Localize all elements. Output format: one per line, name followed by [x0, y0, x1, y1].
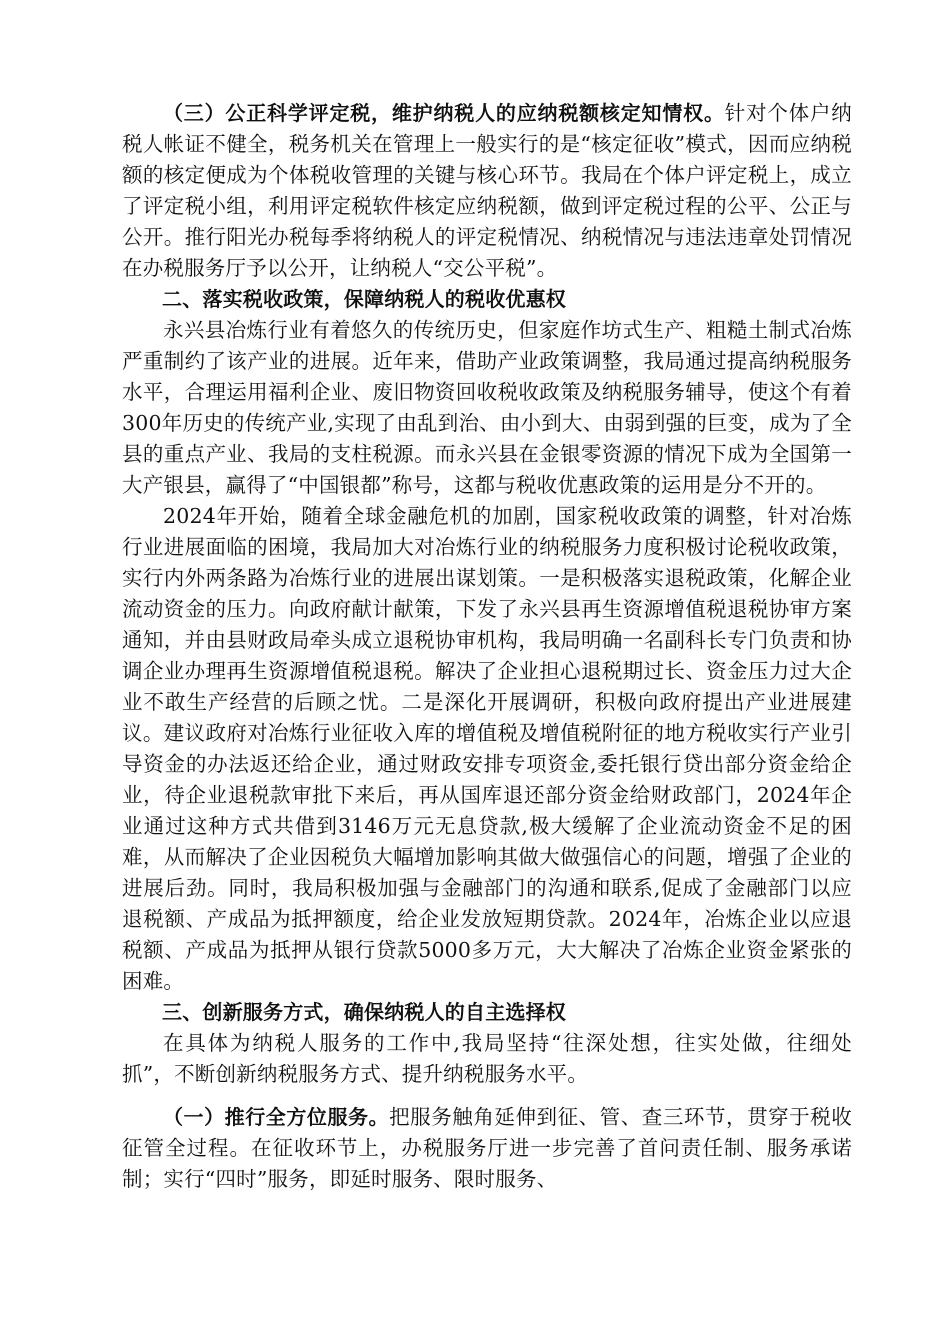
paragraph-2: 永兴县冶炼行业有着悠久的传统历史，但家庭作坊式生产、粗糙土制式冶炼严重制约了该产业的进展。近年来，借助产业政策调整，我局通过提高纳税服务水平，合理运用福利企业、废旧物资回收税收政策及纳税服务辅导，使这个有着300年历史的传统产业,实现了由乱到治、由小到大、由弱到强的巨变，成为了全县的重点产业、我局的支柱税源。而永兴县在金银零资源的情况下成为全国第一大产银县，赢得了“中国银都”称号，这都与税收优惠政策的运用是分不开的。	[122, 318, 852, 497]
paragraph-4: 在具体为纳税人服务的工作中,我局坚持“往深处想，往实处做，往细处抓”，不断创新纳税服务方式、提升纳税服务水平。	[122, 1031, 852, 1086]
paragraph-1	[122, 98, 852, 284]
paragraph-3: 2024年开始，随着全球金融危机的加剧，国家税收政策的调整，针对冶炼行业进展面临的困境，我局加大对冶炼行业的纳税服务力度积极讨论税收政策，实行内外两条路为冶炼行业的进展出谋划策。一是积极落实退税政策，化解企业流动资金的压力。向政府献计献策，下发了永兴县再生资源增值税退税协审方案通知，并由县财政局牵头成立退税协审机构，我局明确一名副科长专门负责和协调企业办理再生资源增值税退税。解决了企业担心退税期过长、资金压力过大企业不敢生产经营的后顾之忧。二是深化开展调研，积极向政府提出产业进展建议。建议政府对冶炼行业征收入库的增值税及增值税附征的地方税收实行产业引导资金的办法返还给企业，通过财政安排专项资金,委托银行贷出部分资金给企业，待企业退税款审批下来后，再从国库退还部分资金给财政部门，2024年企业通过这种方式共借到3146万元无息贷款,极大缓解了企业流动资金不足的困难，从而解决了企业因税负大幅增加影响其做大做强信心的问题，增强了企业的进展后劲。同时，我局积极加强与金融部门的沟通和联系,促成了金融部门以应退税额、产成品为抵押额度，给企业发放短期贷款。2024年，冶炼企业以应退税额、产成品为抵押从银行贷款5000多万元，大大解决了冶炼企业资金紧张的困难。	[122, 504, 852, 993]
section-heading-2: 二、落实税收政策，保障纳税人的税收优惠权	[162, 287, 566, 311]
document-body	[122, 98, 852, 1195]
section-heading-3: 三、创新服务方式，确保纳税人的自主选择权	[162, 1000, 566, 1024]
paragraph-5-lead: （一）推行全方位服务。	[163, 1105, 390, 1129]
paragraph-1-text: 针对个体户纳税人帐证不健全，税务机关在管理上一般实行的是“核定征收”模式，因而应纳税额的核定便成为个体税收管理的关键与核心环节。我局在个体户评定税上，成立了评定税小组，利用评定税软件核定应纳税额，做到评定税过程的公平、公正与公开。推行阳光办税每季将纳税人的评定税情况、纳税情况与违法违章处罚情况在办税服务厅予以公开，让纳税人“交公平税”。	[122, 101, 852, 280]
paragraph-1-lead: （三）公正科学评定税，维护纳税人的应纳税额核定知情权。	[163, 101, 725, 125]
paragraph-5-text: 把服务触角延伸到征、管、查三环节，贯穿于税收征管全过程。在征收环节上，办税服务厅进一步完善了首问责任制、服务承诺制；实行“四时”服务，即延时服务、限时服务、	[122, 1105, 852, 1191]
paragraph-5	[122, 1102, 852, 1195]
